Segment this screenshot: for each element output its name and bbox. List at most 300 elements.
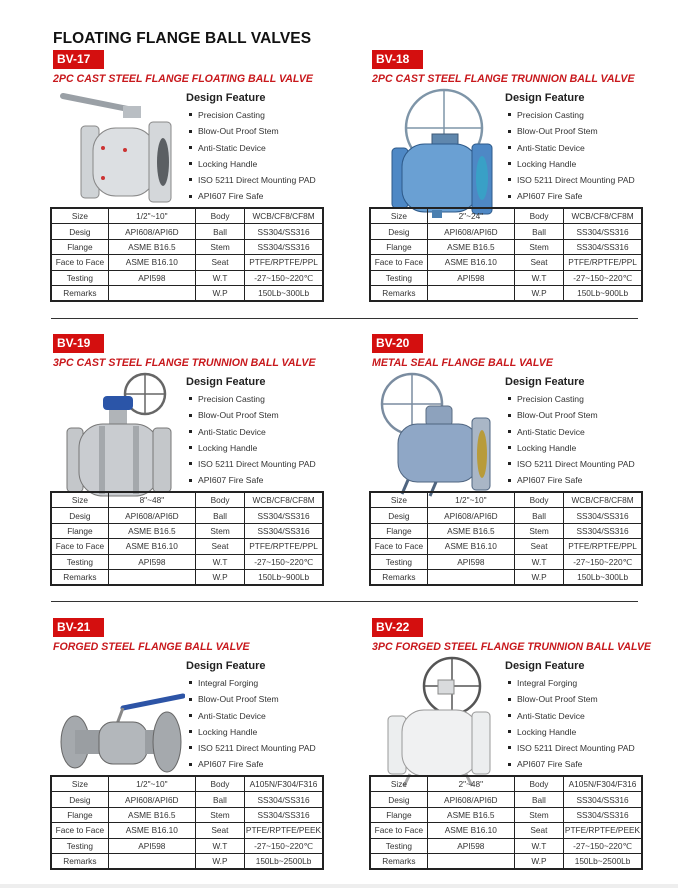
design-features	[505, 92, 675, 205]
product-section-bv-22	[372, 618, 651, 880]
product-image	[374, 372, 504, 490]
feature-item	[186, 156, 356, 172]
feature-list	[186, 107, 356, 205]
spec-value: API598	[108, 270, 195, 285]
spec-label: W.P	[195, 285, 244, 300]
spec-value: 8"~48"	[108, 493, 195, 508]
spec-label: Body	[195, 209, 244, 224]
table-row	[52, 792, 323, 807]
product-code-badge: BV-20	[372, 334, 423, 353]
feature-text: ISO 5211 Direct Mounting PAD	[517, 743, 635, 754]
spec-value: API608/API6D	[427, 224, 514, 239]
spec-table	[51, 492, 323, 585]
spec-label: Face to Face	[52, 823, 109, 838]
spec-value: PTFE/RPTFE/PEEK	[564, 823, 642, 838]
bullet-icon	[508, 113, 511, 116]
bullet-icon	[189, 414, 192, 417]
valve-illustration	[55, 656, 185, 788]
feature-item	[186, 188, 356, 204]
table-row	[371, 255, 642, 270]
spec-value: API608/API6D	[108, 792, 195, 807]
spec-value	[427, 853, 514, 868]
table-row	[52, 569, 323, 584]
spec-value: ASME B16.5	[427, 807, 514, 822]
spec-value: -27~150~220℃	[564, 270, 642, 285]
bullet-icon	[508, 698, 511, 701]
feature-item	[505, 140, 675, 156]
spec-value: 2"~24"	[427, 209, 514, 224]
spec-label: W.P	[195, 569, 244, 584]
bullet-icon	[508, 730, 511, 733]
bullet-icon	[189, 130, 192, 133]
spec-label: Flange	[52, 807, 109, 822]
table-row	[52, 224, 323, 239]
spec-label: Size	[371, 209, 428, 224]
spec-value: 150Lb~2500Lb	[245, 853, 323, 868]
spec-label: W.T	[195, 838, 244, 853]
product-section-bv-17	[53, 50, 325, 312]
table-row	[52, 239, 323, 254]
feature-text: Locking Handle	[517, 442, 577, 453]
bullet-icon	[508, 162, 511, 165]
table-row	[371, 270, 642, 285]
spec-value	[108, 853, 195, 868]
spec-value	[108, 285, 195, 300]
table-row	[52, 539, 323, 554]
feature-text: ISO 5211 Direct Mounting PAD	[198, 459, 316, 470]
feature-item	[186, 740, 356, 756]
feature-text: ISO 5211 Direct Mounting PAD	[517, 175, 635, 186]
bullet-icon	[508, 414, 511, 417]
feature-text: API607 Fire Safe	[198, 475, 264, 486]
spec-value: PTFE/RPTFE/PPL	[564, 255, 642, 270]
page-title: FLOATING FLANGE BALL VALVES	[53, 30, 312, 47]
table-row	[52, 807, 323, 822]
spec-label: Testing	[371, 838, 428, 853]
spec-label: Stem	[514, 523, 563, 538]
bullet-icon	[189, 146, 192, 149]
feature-text: API607 Fire Safe	[198, 191, 264, 202]
feature-text: Blow-Out Proof Stem	[198, 694, 279, 705]
spec-label: Remarks	[52, 853, 109, 868]
spec-value: SS304/SS316	[564, 508, 642, 523]
product-image	[374, 88, 504, 206]
feature-list	[186, 675, 356, 773]
spec-value: API598	[427, 838, 514, 853]
spec-label: Ball	[195, 508, 244, 523]
design-features	[186, 376, 356, 489]
spec-label: Face to Face	[371, 823, 428, 838]
spec-value: 150Lb~2500Lb	[564, 853, 642, 868]
feature-item	[186, 172, 356, 188]
feature-text: Locking Handle	[517, 158, 577, 169]
spec-label: Flange	[371, 807, 428, 822]
bullet-icon	[508, 397, 511, 400]
spec-value: PTFE/RPTFE/PPL	[245, 539, 323, 554]
bullet-icon	[508, 479, 511, 482]
table-row	[371, 777, 642, 792]
feature-item	[505, 456, 675, 472]
feature-item	[505, 407, 675, 423]
spec-label: Stem	[195, 523, 244, 538]
design-features	[186, 92, 356, 205]
feature-item	[186, 391, 356, 407]
spec-value: WCB/CF8/CF8M	[564, 493, 642, 508]
feature-item	[186, 440, 356, 456]
bullet-icon	[189, 698, 192, 701]
spec-value: 1/2"~10"	[108, 777, 195, 792]
spec-label: Body	[514, 209, 563, 224]
feature-text: ISO 5211 Direct Mounting PAD	[198, 175, 316, 186]
feature-item	[505, 675, 675, 691]
spec-label: Ball	[514, 792, 563, 807]
feature-text: Blow-Out Proof Stem	[517, 694, 598, 705]
spec-label: Body	[195, 493, 244, 508]
feature-text: ISO 5211 Direct Mounting PAD	[198, 743, 316, 754]
bullet-icon	[189, 681, 192, 684]
spec-label: Body	[514, 493, 563, 508]
spec-label: Ball	[514, 224, 563, 239]
spec-value: SS304/SS316	[564, 224, 642, 239]
feature-text: Locking Handle	[198, 726, 258, 737]
bullet-icon	[508, 681, 511, 684]
spec-value: ASME B16.10	[427, 823, 514, 838]
table-row	[371, 239, 642, 254]
feature-text: Precision Casting	[198, 110, 265, 120]
spec-label: Face to Face	[52, 255, 109, 270]
spec-label: Remarks	[52, 569, 109, 584]
feature-text: API607 Fire Safe	[517, 191, 583, 202]
feature-text: Precision Casting	[517, 394, 584, 404]
spec-value: SS304/SS316	[245, 523, 323, 538]
spec-value: A105N/F304/F316	[564, 777, 642, 792]
spec-value: A105N/F304/F316	[245, 777, 323, 792]
feature-item	[186, 472, 356, 488]
spec-value: ASME B16.10	[108, 255, 195, 270]
spec-table	[370, 208, 642, 301]
feature-text: Anti-Static Device	[198, 710, 266, 721]
bullet-icon	[189, 446, 192, 449]
table-row	[371, 838, 642, 853]
product-code-badge: BV-19	[53, 334, 104, 353]
spec-label: W.P	[514, 569, 563, 584]
spec-value: -27~150~220℃	[564, 838, 642, 853]
bullet-icon	[189, 397, 192, 400]
valve-illustration	[55, 372, 185, 504]
feature-item	[186, 691, 356, 707]
table-row	[371, 853, 642, 868]
feature-item	[186, 107, 356, 123]
bullet-icon	[189, 479, 192, 482]
bullet-icon	[189, 162, 192, 165]
spec-table	[370, 776, 642, 869]
spec-label: Seat	[514, 823, 563, 838]
spec-value	[427, 285, 514, 300]
bullet-icon	[508, 446, 511, 449]
feature-item	[505, 756, 675, 772]
spec-label: Desig	[371, 224, 428, 239]
bullet-icon	[189, 714, 192, 717]
spec-label: W.T	[514, 270, 563, 285]
spec-label: Ball	[195, 792, 244, 807]
feature-text: API607 Fire Safe	[517, 759, 583, 770]
bullet-icon	[189, 730, 192, 733]
spec-value: SS304/SS316	[245, 792, 323, 807]
spec-value: SS304/SS316	[245, 807, 323, 822]
spec-label: Stem	[195, 807, 244, 822]
spec-label: Flange	[52, 239, 109, 254]
bullet-icon	[189, 113, 192, 116]
spec-value: API608/API6D	[108, 508, 195, 523]
spec-value: ASME B16.5	[108, 807, 195, 822]
table-row	[371, 508, 642, 523]
bullet-icon	[508, 746, 511, 749]
spec-value: 150Lb~300Lb	[245, 285, 323, 300]
feature-item	[186, 708, 356, 724]
table-row	[371, 792, 642, 807]
product-name: FORGED STEEL FLANGE BALL VALVE	[53, 641, 250, 653]
bullet-icon	[508, 763, 511, 766]
design-features	[505, 660, 675, 773]
feature-text: Locking Handle	[198, 442, 258, 453]
feature-item	[505, 708, 675, 724]
table-row	[52, 209, 323, 224]
feature-item	[186, 407, 356, 423]
spec-label: Ball	[195, 224, 244, 239]
spec-label: Testing	[52, 554, 109, 569]
spec-value: WCB/CF8/CF8M	[564, 209, 642, 224]
spec-value: ASME B16.5	[108, 239, 195, 254]
bullet-icon	[508, 195, 511, 198]
spec-label: Size	[52, 209, 109, 224]
spec-value: SS304/SS316	[245, 508, 323, 523]
feature-item	[505, 691, 675, 707]
bullet-icon	[189, 462, 192, 465]
spec-label: Stem	[195, 239, 244, 254]
spec-label: Testing	[52, 270, 109, 285]
spec-label: Desig	[371, 508, 428, 523]
bullet-icon	[189, 430, 192, 433]
spec-value: SS304/SS316	[564, 239, 642, 254]
product-image	[55, 372, 185, 490]
spec-value: SS304/SS316	[564, 792, 642, 807]
valve-illustration	[374, 88, 504, 220]
product-name: METAL SEAL FLANGE BALL VALVE	[372, 357, 553, 369]
bullet-icon	[189, 763, 192, 766]
spec-value: ASME B16.10	[108, 823, 195, 838]
product-image	[55, 88, 185, 206]
section-divider	[51, 601, 638, 602]
table-row	[52, 255, 323, 270]
table-row	[52, 853, 323, 868]
feature-list	[505, 391, 675, 489]
features-heading: Design Feature	[186, 660, 266, 672]
bullet-icon	[508, 462, 511, 465]
spec-value: 2"~48"	[427, 777, 514, 792]
table-row	[371, 554, 642, 569]
feature-item	[186, 140, 356, 156]
spec-value: WCB/CF8/CF8M	[245, 209, 323, 224]
table-row	[371, 569, 642, 584]
spec-label: Stem	[514, 807, 563, 822]
spec-label: Size	[52, 777, 109, 792]
spec-label: Seat	[195, 539, 244, 554]
spec-label: Seat	[195, 255, 244, 270]
design-features	[505, 376, 675, 489]
feature-text: API607 Fire Safe	[198, 759, 264, 770]
feature-text: Integral Forging	[198, 678, 259, 688]
feature-text: Locking Handle	[198, 158, 258, 169]
spec-value: API608/API6D	[108, 224, 195, 239]
feature-item	[186, 123, 356, 139]
product-code-badge: BV-18	[372, 50, 423, 69]
spec-value: API598	[108, 838, 195, 853]
feature-text: Precision Casting	[517, 110, 584, 120]
spec-label: Testing	[371, 554, 428, 569]
page-bottom-band	[0, 884, 678, 888]
spec-value: ASME B16.5	[427, 523, 514, 538]
feature-text: Locking Handle	[517, 726, 577, 737]
spec-value: SS304/SS316	[564, 523, 642, 538]
spec-label: Stem	[514, 239, 563, 254]
spec-value: SS304/SS316	[245, 224, 323, 239]
spec-table	[370, 492, 642, 585]
spec-label: Flange	[371, 239, 428, 254]
spec-label: Remarks	[371, 285, 428, 300]
valve-illustration	[374, 656, 504, 788]
spec-label: Seat	[514, 539, 563, 554]
spec-label: Face to Face	[52, 539, 109, 554]
product-image	[55, 656, 185, 774]
table-row	[371, 493, 642, 508]
product-name: 3PC CAST STEEL FLANGE TRUNNION BALL VALVE	[53, 357, 316, 369]
spec-value: API608/API6D	[427, 508, 514, 523]
product-image	[374, 656, 504, 774]
product-code-badge: BV-22	[372, 618, 423, 637]
product-name: 3PC FORGED STEEL FLANGE TRUNNION BALL VALVE	[372, 641, 651, 653]
spec-label: Testing	[52, 838, 109, 853]
spec-label: Ball	[514, 508, 563, 523]
feature-text: Blow-Out Proof Stem	[198, 126, 279, 137]
spec-label: Desig	[52, 792, 109, 807]
spec-value: API598	[108, 554, 195, 569]
spec-label: Size	[52, 493, 109, 508]
spec-value: API598	[427, 554, 514, 569]
spec-label: Seat	[195, 823, 244, 838]
bullet-icon	[189, 195, 192, 198]
spec-label: Desig	[371, 792, 428, 807]
spec-table	[51, 776, 323, 869]
feature-text: Anti-Static Device	[198, 426, 266, 437]
feature-item	[505, 123, 675, 139]
feature-item	[505, 472, 675, 488]
feature-item	[505, 172, 675, 188]
feature-text: ISO 5211 Direct Mounting PAD	[517, 459, 635, 470]
spec-label: W.P	[195, 853, 244, 868]
feature-text: API607 Fire Safe	[517, 475, 583, 486]
spec-value: SS304/SS316	[564, 807, 642, 822]
features-heading: Design Feature	[186, 92, 266, 104]
section-divider	[51, 318, 638, 319]
spec-table	[51, 208, 323, 301]
table-row	[371, 823, 642, 838]
spec-value: ASME B16.10	[427, 539, 514, 554]
feature-item	[505, 156, 675, 172]
spec-label: Size	[371, 777, 428, 792]
product-name: 2PC CAST STEEL FLANGE FLOATING BALL VALVE	[53, 73, 313, 85]
feature-item	[505, 391, 675, 407]
bullet-icon	[508, 130, 511, 133]
bullet-icon	[189, 746, 192, 749]
table-row	[52, 285, 323, 300]
spec-value: ASME B16.10	[108, 539, 195, 554]
spec-label: Flange	[371, 523, 428, 538]
bullet-icon	[508, 714, 511, 717]
product-section-bv-20	[372, 334, 644, 596]
spec-value: 1/2"~10"	[108, 209, 195, 224]
spec-value: PTFE/RPTFE/PEEK	[245, 823, 323, 838]
spec-value	[108, 569, 195, 584]
spec-value: 1/2"~10"	[427, 493, 514, 508]
spec-value: 150Lb~900Lb	[245, 569, 323, 584]
table-row	[52, 270, 323, 285]
spec-value: API608/API6D	[427, 792, 514, 807]
spec-value: SS304/SS316	[245, 239, 323, 254]
spec-label: W.T	[195, 554, 244, 569]
feature-item	[505, 724, 675, 740]
spec-value: WCB/CF8/CF8M	[245, 493, 323, 508]
table-row	[52, 777, 323, 792]
spec-label: Seat	[514, 255, 563, 270]
feature-item	[186, 424, 356, 440]
bullet-icon	[189, 178, 192, 181]
table-row	[52, 493, 323, 508]
spec-label: Remarks	[52, 285, 109, 300]
feature-text: Anti-Static Device	[517, 142, 585, 153]
features-heading: Design Feature	[186, 376, 266, 388]
spec-value	[427, 569, 514, 584]
feature-item	[186, 724, 356, 740]
table-row	[52, 523, 323, 538]
feature-text: Anti-Static Device	[517, 710, 585, 721]
spec-value: PTFE/RPTFE/PPL	[245, 255, 323, 270]
product-code-badge: BV-21	[53, 618, 104, 637]
bullet-icon	[508, 146, 511, 149]
spec-label: Body	[514, 777, 563, 792]
bullet-icon	[508, 178, 511, 181]
feature-text: Precision Casting	[198, 394, 265, 404]
spec-label: Testing	[371, 270, 428, 285]
feature-item	[505, 107, 675, 123]
product-code-badge: BV-17	[53, 50, 104, 69]
spec-value: API598	[427, 270, 514, 285]
bullet-icon	[508, 430, 511, 433]
feature-item	[505, 188, 675, 204]
feature-list	[505, 107, 675, 205]
spec-value: ASME B16.5	[108, 523, 195, 538]
spec-label: Flange	[52, 523, 109, 538]
feature-text: Anti-Static Device	[517, 426, 585, 437]
features-heading: Design Feature	[505, 660, 585, 672]
product-section-bv-18	[372, 50, 644, 312]
product-section-bv-19	[53, 334, 325, 596]
spec-value: -27~150~220℃	[245, 270, 323, 285]
spec-value: ASME B16.10	[427, 255, 514, 270]
design-features	[186, 660, 356, 773]
spec-value: -27~150~220℃	[245, 838, 323, 853]
spec-label: W.P	[514, 285, 563, 300]
feature-list	[186, 391, 356, 489]
